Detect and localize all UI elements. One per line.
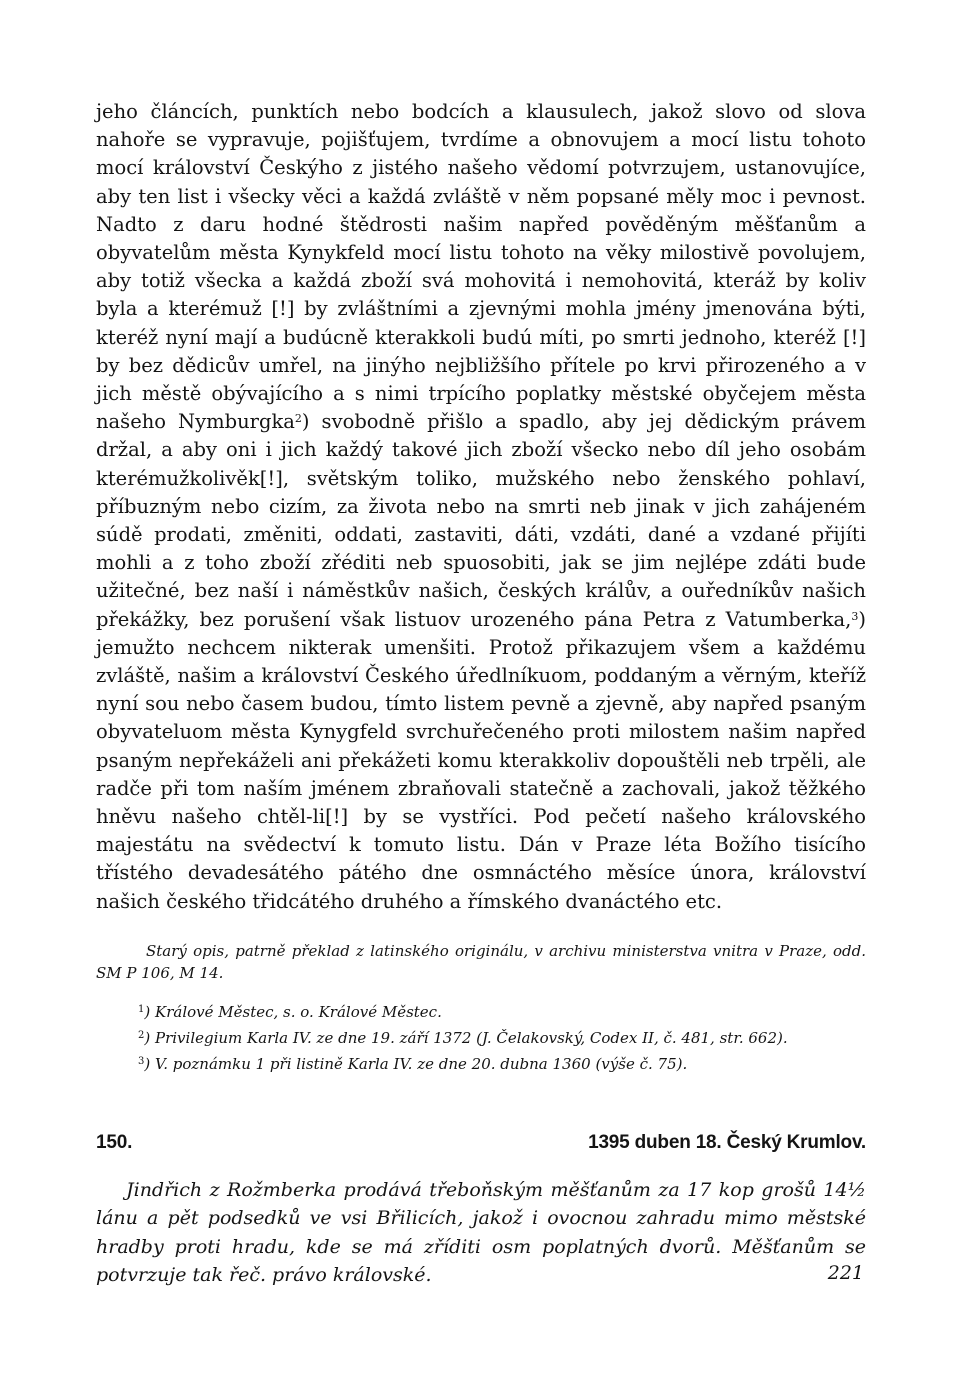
footnote-text: ) V. poznámku 1 při listině Karla IV. ze dne 20. dubna 1360 (výše č. 75).: [144, 1054, 688, 1073]
source-note: Starý opis, patrně překlad z latinského originálu, v archivu ministerstva vnitra v Praze, odd. SM P 106, M 14.: [96, 941, 866, 982]
footnote-mark: 2: [138, 1029, 145, 1041]
page-content: [96, 98, 866, 1309]
footnote-2: [96, 1024, 866, 1050]
document-date-place: 1395 duben 18. Český Krumlov.: [588, 1131, 866, 1153]
footnote-ref-2: 2: [294, 412, 302, 426]
footnote-1: [96, 998, 866, 1024]
document-number: 150.: [96, 1131, 133, 1153]
charter-text: [96, 98, 866, 916]
charter-text-part-1: jeho článcích, punktích nebo bodcích a klausulech, jakož slovo od slova nahoře se vypravuje, pojišťujem, tvrdíme a obnovujem a mocí listu tohoto mocí království Českýho z jistého našeho vědomí potvrzujem, ustanovujíce, aby ten list i všecky věci a každá zvláště v něm popsané měly moc i pevnost. Nadto z daru hodné štědrosti našim napřed pověděným měšťanům a obyvatelům města Kynykfeld mocí listu tohoto na věky milostivě povolujem, aby totiž všecka a každá zboží svá mohovitá i nemohovitá, kteráž by koliv byla a kterémuž [!] by zvláštními a zjevnými mohla jmény jmenována býti, kteréž nyní mají a budúcně kterakkoli budú míti, po smrti jednoho, kteréž [!] by bez dědicův umřel, na jinýho nejbližšího přítele po krvi přirozeného a v jich městě obývajícího a s nimi trpícího poplatky městské obyčejem města našeho Nymburgka: [96, 100, 866, 434]
footnotes: [96, 998, 866, 1076]
charter-text-part-2: ) svobodně přišlo a spadlo, aby jej dědickým právem držal, a aby oni i jich každý takové jich zboží všecko nebo díl jeho osobám kterémužkolivěk[!], světským toliko, mužského nebo ženského pohlaví, příbuzným nebo cizím, za života nebo na smrti neb jinak v jich zahájeném súdě prodati, změniti, oddati, zastaviti, dáti, vzdáti, dané a vzdané přijíti mohli a z toho zboží zřéditi neb spuosobiti, jak se jim nejlépe zdáti bude užitečné, bez naší i náměstkův našich, českých králův, a ouředníkův našich překážky, bez porušení však listuov urozeného pána Petra z Vatumberka,: [96, 410, 866, 631]
document-heading: [96, 1132, 866, 1154]
regest: Jindřich z Rožmberka prodává třeboňským měšťanům za 17 kop grošů 14½ lánu a pět podsedků ve vsi Břilicích, jakož i ovocnou zahradu mimo městské hradby proti hradu, kde se má zříditi osm poplatných dvorů. Měšťanům se potvrzuje tak řeč. právo královské.: [96, 1178, 866, 1287]
footnote-3: [96, 1050, 866, 1076]
footnote-mark: 1: [138, 1003, 145, 1015]
footnote-text: ) Králové Městec, s. o. Králové Městec.: [144, 1002, 442, 1021]
footnote-mark: 3: [138, 1055, 145, 1067]
footnote-text: ) Privilegium Karla IV. ze dne 19. září 1372 (J. Čelakovský, Codex II, č. 481, str. 662).: [144, 1028, 788, 1047]
charter-text-part-3: ) jemužto nechcem nikterak umenšiti. Protož přikazujem všem a každému zvláště, našim a království Českého úředlníkuom, poddaným a věrným, kteříž nyní sou nebo časem budou, tímto listem pevně a zjevně, aby napřed psaným obyvateluom města Kynygfeld svrchuřečeného proti milostem našim napřed psaným nepřekáželi ani překážeti komu kterakkoliv dopouštěli neb trpěli, ale radče při tom naším jménem zbraňovali statečně a zachovali, jakož těžkého hněvu našeho chtěl-li[!] by se vystříci. Pod pečetí našeho královského majestátu na svědectví k tomuto listu. Dán v Praze léta Božího tisícího třístého devadesátého pátého dne osmnáctého měsíce února, království našich českého třidcátého druhého a římského dvanáctého etc.: [96, 607, 866, 913]
footnote-ref-3: 3: [851, 609, 859, 623]
page-number: 221: [827, 1262, 864, 1284]
